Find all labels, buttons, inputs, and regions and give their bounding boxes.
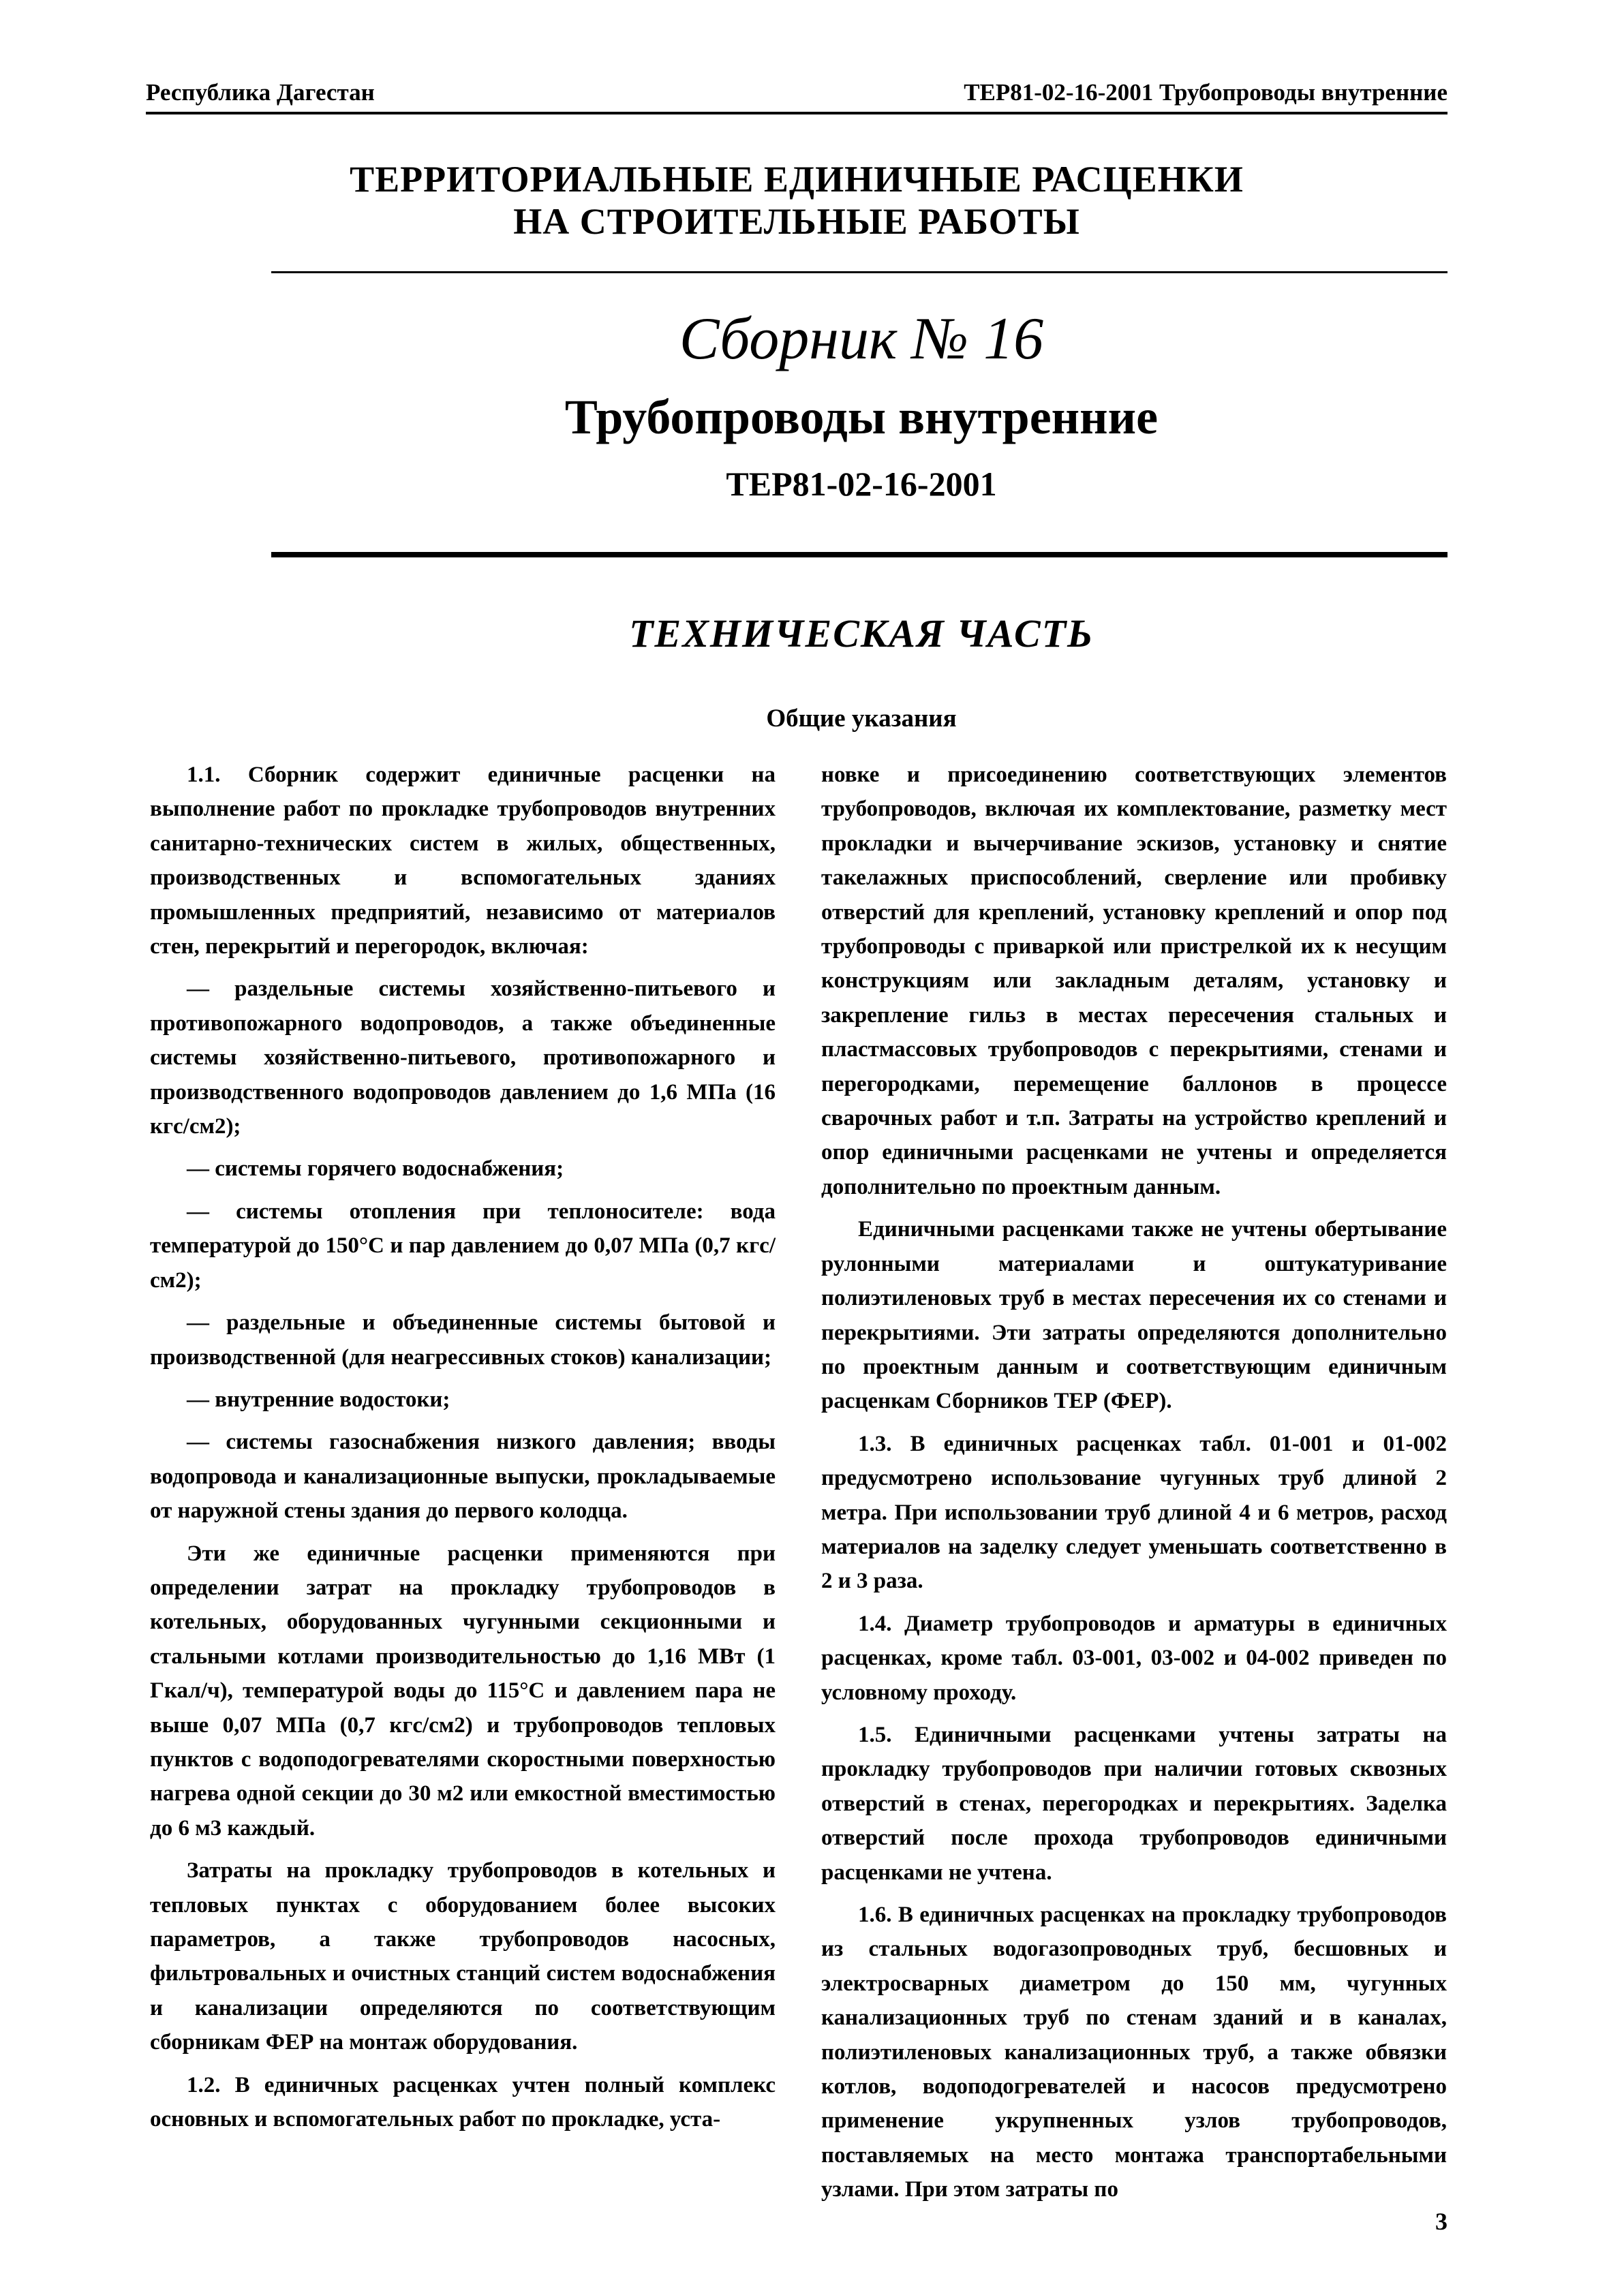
main-title-line-1: ТЕРРИТОРИАЛЬНЫЕ ЕДИНИЧНЫЕ РАСЦЕНКИ <box>350 159 1244 200</box>
section-title: ТЕХНИЧЕСКАЯ ЧАСТЬ <box>629 611 1094 656</box>
right-column <box>821 758 1447 2215</box>
paragraph: 1.2. В единичных расценках учтен полный комплекс основных и вспомогательных работ по прокладке, уста- <box>150 2072 776 2132</box>
header-document-code: ТЕР81-02-16-2001 Трубопроводы внутренние <box>964 79 1447 106</box>
title-divider <box>271 271 1447 273</box>
main-title <box>146 158 1447 243</box>
page-number: 3 <box>1435 2208 1447 2235</box>
subsection-title: Общие указания <box>766 705 957 733</box>
paragraph: Единичными расценками также не учтены обертывание рулонными материалами и оштукатуривание полиэтиленовых труб в местах пересечения их со стенами и перекрытиями. Эти затраты определяются дополнительно по проектным данным и соответствующим единичным расценкам Сборников ТЕР (ФЕР). <box>821 1217 1447 1414</box>
paragraph: — раздельные и объединенные системы бытовой и производственной (для неагрессивных стоков) канализации; <box>150 1310 776 1370</box>
collection-number: Сборник № 16 <box>679 306 1044 372</box>
paragraph-continuation: новке и присоединению соответствующих элементов трубопроводов, включая их комплектование, разметку мест прокладки и вычерчивание эскизов, установку и снятие такелажных приспособлений, сверление или пробивку отверстий для креплений, установку креплений и опор под трубопроводы с приваркой или пристрелкой их к несущим конструкциям или закладным деталям, установку и закрепление гильз в местах пересечения стальных и пластмассовых трубопроводов с перекрытиями, стенами и перегородками, перемещение баллонов в процессе сварочных работ и т.п. Затраты на устройство креплений и опор единичными расценками не учтены и определяется дополнительно по проектным данным. <box>821 763 1447 1199</box>
paragraph: — внутренние водостоки; <box>187 1387 450 1412</box>
paragraph: 1.3. В единичных расценках табл. 01-001 и 01-002 предусмотрено использование чугунных труб длиной 2 метра. При использовании труб длиной 4 и 6 метров, расход материалов на заделку следует уменьшать соответственно в 2 и 3 раза. <box>821 1431 1447 1594</box>
paragraph: — системы отопления при теплоносителе: вода температурой до 150°С и пар давлением до 0,07 МПа (0,7 кгс/см2); <box>150 1199 776 1293</box>
main-title-line-2: НА СТРОИТЕЛЬНЫЕ РАБОТЫ <box>513 201 1080 242</box>
paragraph: 1.6. В единичных расценках на прокладку трубопроводов из стальных водогазопроводных труб, бесшовных и электросварных диаметром до 150 мм, чугунных канализационных труб по стенам зданий и в каналах, полиэтиленовых канализационных труб, а также обвязки котлов, водоподогревателей и насосов предусмотрено применение укрупненных узлов трубопроводов, поставляемых на место монтажа транспортабельными узлами. При этом затраты по <box>821 1903 1447 2202</box>
paragraph: — раздельные системы хозяйственно-питьевого и противопожарного водопроводов, а также объединенные системы хозяйственно-питьевого, противопожарного и производственного водопроводов давлением до 1,6 МПа (16 кгс/см2); <box>150 976 776 1139</box>
running-header <box>146 79 1447 114</box>
left-column <box>150 758 776 2144</box>
paragraph: 1.5. Единичными расценками учтены затраты на прокладку трубопроводов при наличии готовых сквозных отверстий в стенах, перегородках и перекрытиях. Заделка отверстий после прохода трубопроводов единичными расценками не учтена. <box>821 1722 1447 1885</box>
paragraph: 1.1. Сборник содержит единичные расценки на выполнение работ по прокладке трубопроводов внутренних санитарно-технических систем в жилых, общественных, производственных и вспомогательных зданиях промышленных предприятий, независимо от материалов стен, перекрытий и перегородок, включая: <box>150 763 776 959</box>
paragraph: 1.4. Диаметр трубопроводов и арматуры в единичных расценках, кроме табл. 03-001, 03-002 и 04-002 приведен по условному проходу. <box>821 1611 1447 1705</box>
collection-subject: Трубопроводы внутренние <box>564 390 1159 444</box>
collection-code: ТЕР81-02-16-2001 <box>726 465 997 503</box>
header-region: Республика Дагестан <box>146 79 375 106</box>
paragraph: — системы горячего водоснабжения; <box>187 1156 564 1182</box>
section-divider <box>271 552 1447 557</box>
paragraph: Эти же единичные расценки применяются при определении затрат на прокладку трубопроводов в котельных, оборудованных чугунными секционными и стальными котлами производительностью до 1,16 МВт (1 Гкал/ч), температурой воды до 115°С и давлением пара не выше 0,07 МПа (0,7 кгс/см2) и трубопроводов тепловых пунктов с водоподогревателями скоростными поверхностью нагрева одной секции до 30 м2 или емкостной вместимостью до 6 м3 каждый. <box>150 1541 776 1841</box>
paragraph: Затраты на прокладку трубопроводов в котельных и тепловых пунктах с оборудованием более высоких параметров, а также трубопроводов насосных, фильтровальных и очистных станций систем водоснабжения и канализации определяются по соответствующим сборникам ФЕР на монтаж оборудования. <box>150 1858 776 2055</box>
paragraph: — системы газоснабжения низкого давления; вводы водопровода и канализационные выпуски, прокладываемые от наружной стены здания до первого колодца. <box>150 1430 776 1524</box>
